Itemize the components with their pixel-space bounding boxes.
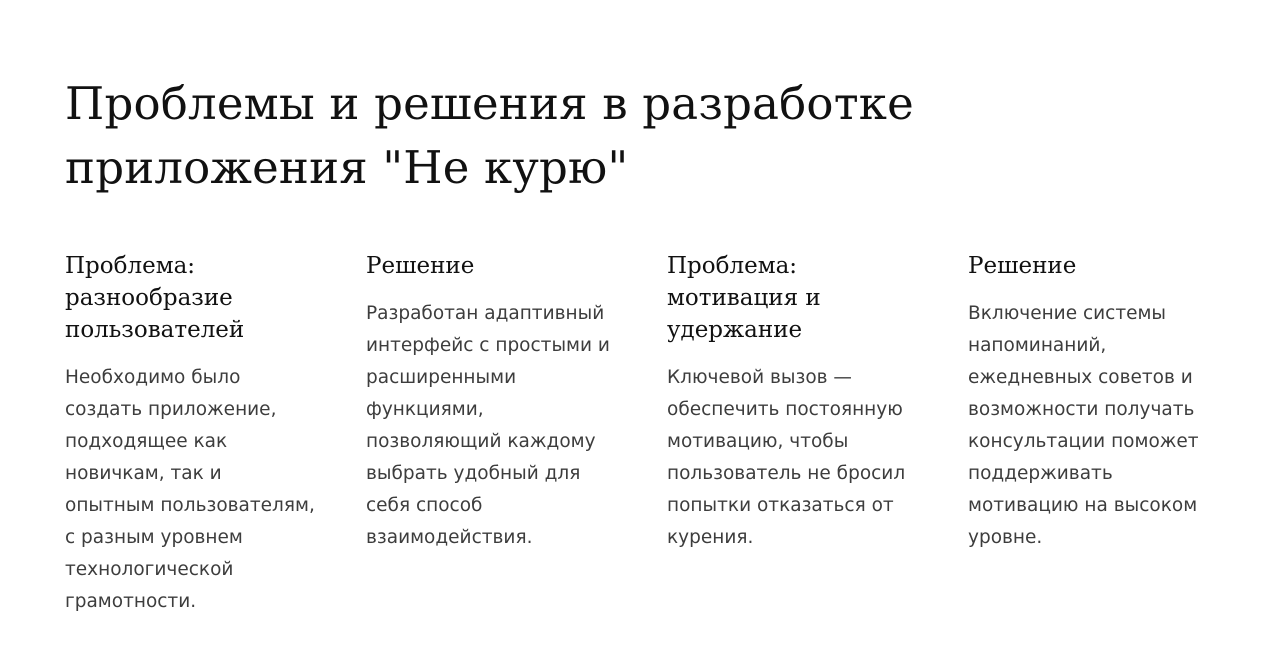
- problem-column-users: [65, 250, 327, 618]
- column-heading: Решение: [366, 253, 475, 279]
- column-heading: Проблема: разнообразие пользователей: [65, 253, 245, 343]
- column-text: Включение системы напоминаний, ежедневных советов и возможности получать консультации поможет поддерживать мотивацию на высоком уровне.: [968, 303, 1199, 548]
- solution-column-reminders: [968, 250, 1230, 554]
- column-text: Ключевой вызов — обеспечить постоянную мотивацию, чтобы пользователь не бросил попытки отказаться от курения.: [667, 367, 906, 548]
- page-title: Проблемы и решения в разработке приложения "Не курю": [65, 77, 914, 194]
- column-heading: Решение: [968, 253, 1077, 279]
- problem-solution-columns: [65, 250, 1225, 650]
- slide: [65, 72, 1225, 612]
- problem-column-motivation: [667, 250, 929, 554]
- column-heading: Проблема: мотивация и удержание: [667, 253, 821, 343]
- column-text: Необходимо было создать приложение, подходящее как новичкам, так и опытным пользователям, с разным уровнем технологической грамотности.: [65, 367, 315, 612]
- column-text: Разработан адаптивный интерфейс с простыми и расширенными функциями, позволяющий каждому выбрать удобный для себя способ взаимодействия.: [366, 303, 610, 548]
- solution-column-interface: [366, 250, 628, 554]
